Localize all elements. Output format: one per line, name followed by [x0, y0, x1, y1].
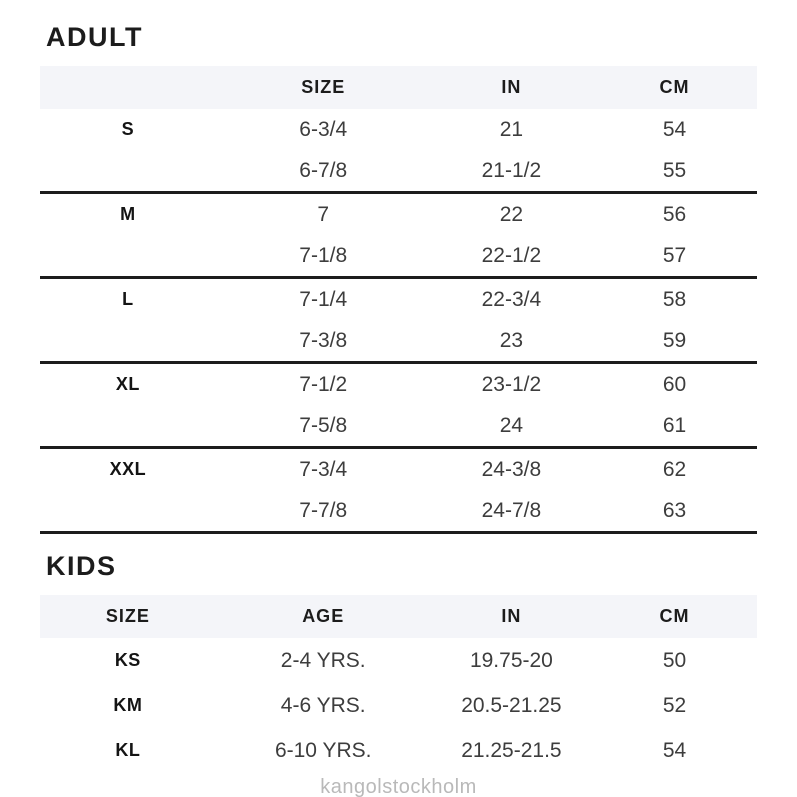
column-header-cm: CM [659, 606, 690, 626]
age-cell: 6-10 YRS. [274, 738, 372, 762]
table-row [40, 728, 757, 773]
size-label-cell: KL [115, 740, 141, 760]
hat-size-cell: 7-7/8 [299, 498, 348, 522]
kids-table-header [40, 595, 757, 638]
hat-size-cell: 7-3/8 [299, 328, 348, 352]
size-label-cell: XL [115, 374, 140, 394]
table-row [40, 638, 757, 683]
inches-cell: 23-1/2 [481, 372, 542, 396]
table-row [40, 278, 757, 321]
size-label-cell: XXL [109, 459, 147, 479]
hat-size-cell: 6-7/8 [299, 158, 348, 182]
table-row [40, 235, 757, 278]
size-label-cell: L [122, 289, 134, 309]
inches-cell: 22-3/4 [481, 287, 542, 311]
inches-cell: 24-3/8 [481, 457, 542, 481]
cm-cell: 60 [662, 372, 687, 396]
cm-cell: 54 [662, 117, 687, 141]
hat-size-cell: 7-1/4 [299, 287, 348, 311]
brand-watermark: kangolstockholm [320, 776, 477, 797]
cm-cell: 50 [662, 648, 687, 672]
column-header-in: IN [501, 606, 522, 626]
size-label-cell [40, 320, 216, 363]
inches-cell: 24 [499, 413, 524, 437]
adult-size-group-xxl [40, 448, 757, 533]
cm-cell: 62 [662, 457, 687, 481]
table-header-row [40, 595, 757, 638]
cm-cell: 55 [662, 158, 687, 182]
size-label-cell: KM [113, 695, 143, 715]
cm-cell: 57 [662, 243, 687, 267]
size-label-cell: M [120, 204, 136, 224]
cm-cell: 63 [662, 498, 687, 522]
size-label-cell [40, 490, 216, 533]
table-row [40, 405, 757, 448]
age-cell: 2-4 YRS. [280, 648, 366, 672]
column-header-blank [40, 66, 216, 109]
table-header-row [40, 66, 757, 109]
table-row [40, 320, 757, 363]
inches-cell: 21.25-21.5 [461, 738, 562, 762]
column-header-in: IN [501, 77, 522, 97]
size-label-cell [40, 405, 216, 448]
age-cell: 4-6 YRS. [280, 693, 366, 717]
kids-section-title: KIDS [46, 551, 117, 581]
adult-section-title: ADULT [46, 22, 143, 52]
cm-cell: 52 [662, 693, 687, 717]
hat-size-cell: 7-1/2 [299, 372, 348, 396]
adult-size-group-m [40, 193, 757, 278]
cm-cell: 58 [662, 287, 687, 311]
inches-cell: 22 [499, 202, 524, 226]
kids-table-body [40, 638, 757, 773]
cm-cell: 59 [662, 328, 687, 352]
size-label-cell [40, 235, 216, 278]
inches-cell: 24-7/8 [481, 498, 542, 522]
adult-table-header [40, 66, 757, 109]
cm-cell: 54 [662, 738, 687, 762]
hat-size-cell: 6-3/4 [299, 117, 348, 141]
column-header-size: SIZE [105, 606, 150, 626]
inches-cell: 20.5-21.25 [461, 693, 562, 717]
hat-size-cell: 7-5/8 [299, 413, 348, 437]
hat-size-cell: 7 [317, 202, 330, 226]
inches-cell: 21-1/2 [481, 158, 542, 182]
cm-cell: 56 [662, 202, 687, 226]
adult-size-table [40, 66, 757, 534]
table-row [40, 193, 757, 236]
column-header-cm: CM [659, 77, 690, 97]
cm-cell: 61 [662, 413, 687, 437]
table-row [40, 448, 757, 491]
hat-size-cell: 7-1/8 [299, 243, 348, 267]
table-row [40, 363, 757, 406]
kids-size-table [40, 595, 757, 773]
size-label-cell [40, 150, 216, 193]
adult-size-group-s [40, 109, 757, 193]
column-header-size: SIZE [301, 77, 346, 97]
inches-cell: 19.75-20 [469, 648, 553, 672]
adult-size-group-xl [40, 363, 757, 448]
inches-cell: 23 [499, 328, 524, 352]
inches-cell: 22-1/2 [481, 243, 542, 267]
size-label-cell: KS [114, 650, 141, 670]
hat-size-cell: 7-3/4 [299, 457, 348, 481]
table-row [40, 150, 757, 193]
inches-cell: 21 [499, 117, 524, 141]
column-header-age: AGE [302, 606, 345, 626]
adult-size-group-l [40, 278, 757, 363]
table-row [40, 683, 757, 728]
table-row [40, 109, 757, 150]
table-row [40, 490, 757, 533]
size-label-cell: S [121, 119, 135, 139]
